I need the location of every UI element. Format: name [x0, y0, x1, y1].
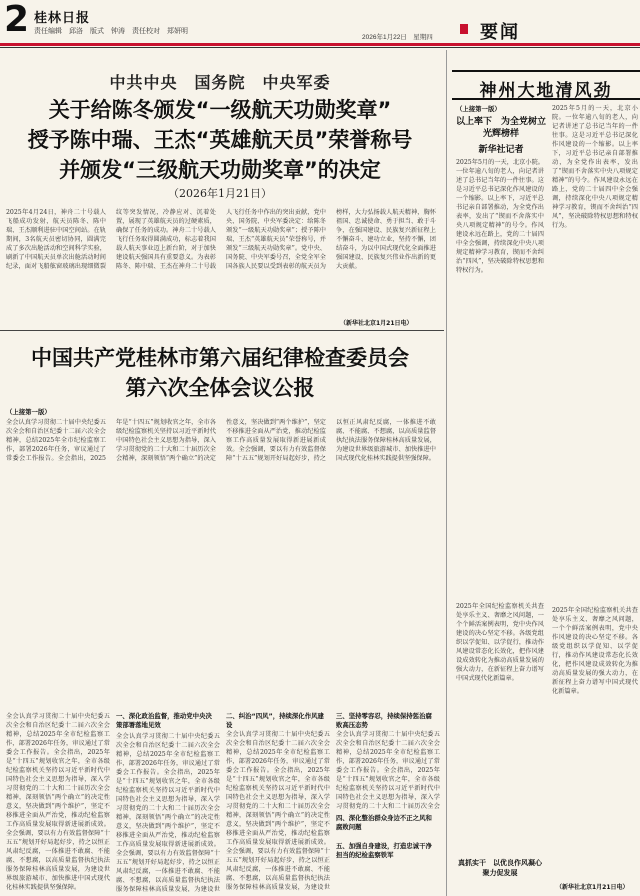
- story1-headline-1: 关于给陈冬颁发“一级航天功勋奖章”: [48, 98, 392, 122]
- story2-body-col4: 全会认真学习贯彻二十届中央纪委五次全会和自治区纪委十二届六次全会精神，总结2025年全市纪检监察工作，部署2026年任务，审议通过了常委会工作报告。全会指出，2025年是“十四五”规划收官之年，全市各级纪检监察机关坚持以习近平新时代中国特色社会主义思想为指导，深入学习贯彻党的二十大和二十届历次全会: [336, 731, 440, 810]
- story2-subhead-1: 一、深化政治监督，推动党中央决策部署落地见效: [116, 712, 212, 729]
- masthead-rule-red: [0, 43, 640, 46]
- story3-subtitle: 以上率下 为全党树立光辉榜样: [456, 117, 547, 139]
- column-separator: [446, 50, 447, 896]
- story2-subhead-4: 四、深化整治群众身边不正之风和腐败问题: [336, 814, 432, 831]
- story2-headline-1: 中国共产党桂林市第六届纪律检查委员会: [31, 345, 409, 370]
- story3-subhead: 真抓实干 以优良作风凝心聚力促发展: [458, 858, 542, 877]
- story3-body-col1: 2025年5月的一天，北京小院。一位年逾八旬的老人，向记者讲述了总书记当年的一件往事。这是习近平总书记深化作风建设的一个缩影。以上率下，习近平总书记亲自部署推动，为全党作出表率，发出了“锲而不舍落实中央八项规定精神”的号令。作风建设永远在路上，党的二十届四中全会强调，持续深化中央八项规定精神学习教育，锲而不舍纠治“四风”，坚决破除特权思想和特权行为。: [456, 159, 544, 274]
- story2-body-col3: 全会认真学习贯彻二十届中央纪委五次全会和自治区纪委十二届六次全会精神，总结2025年全市纪检监察工作，部署2026年任务，审议通过了常委会工作报告。全会指出，2025年是“十四五”规划收官之年，全市各级纪检监察机关坚持以习近平新时代中国特色社会主义思想为指导，深入学习贯彻党的二十大和二十届历次全会精神，深刻领悟“两个确立”的决定性意义，坚决做到“两个维护”，坚定不移推进全面从严治党，推动纪检监察工作高质量发展取得新进展新成效。全会强调，要以有力有效监督保障“十五五”规划开好局起好步，持之以恒正风肃纪反腐，一体推进不敢腐、不能腐、不想腐，以高质量监督执纪执法服务保障桂林高质量发展，为建设世: [226, 731, 330, 891]
- story3-title-box: [452, 70, 640, 100]
- story3-credit: （新华社北京1月21日电）: [556, 884, 629, 891]
- story2-headline-2: 第六次全体会议公报: [125, 375, 315, 400]
- story1-date: （2026年1月21日）: [168, 187, 272, 200]
- story3-body-col3: 2025年全国纪检监察机关共查处享乐主义、奢靡之风问题，一个个鲜活案例表明，党中央作风建设的决心坚定不移。各级党组织以学促知、以学促行，推动作风建设常态化长效化，把作风建设成效转化为推动高质量发展的强大动力，在新征程上奋力谱写中国式现代化新篇章。: [456, 603, 544, 682]
- story1-kicker: 中共中央 国务院 中央军委: [109, 73, 331, 92]
- story1-headline-2: 授予陈中瑞、王杰“英雄航天员”荣誉称号: [27, 128, 413, 152]
- masthead: [0, 0, 640, 46]
- story2-subhead-5: 五、加强自身建设，打造忠诚干净担当的纪检监察铁军: [336, 842, 432, 859]
- story3-body-col4: 2025年全国纪检监察机关共查处享乐主义、奢靡之风问题，一个个鲜活案例表明，党中央作风建设的决心坚定不移。各级党组织以学促知、以学促行，推动作风建设常态化长效化，把作风建设成效转化为推动高质量发展的强大动力，在新征程上奋力谱写中国式现代化新篇章。: [552, 607, 638, 695]
- story2-body: 全会认真学习贯彻二十届中央纪委五次全会和自治区纪委十二届六次全会精神，总结2025年全市纪检监察工作，部署2026年任务，审议通过了常委会工作报告。全会指出，2025年是“十四五”规划收官之年，全市各级纪检监察机关坚持以习近平新时代中国特色社会主义思想为指导，深入学习贯彻党的二十大和二十届历次全会精神，深刻领悟“两个确立”的决定性意义，坚决做到“两个维护”，坚定不移推进全面从严治党，推动纪检监察工作高质量发展取得新进展新成效。全会强调，要以有力有效监督保障“十五五”规划开好局起好步，持之以恒正风肃纪反腐，一体推进不敢腐、不能腐、不想腐，以高质量监督执纪执法服务保障桂林高质量发展，为建设世界级旅游城市、加快推进中国式现代化桂林实践提供坚强保障。: [6, 419, 436, 462]
- story2-body-col1: 全会认真学习贯彻二十届中央纪委五次全会和自治区纪委十二届六次全会精神，总结2025年全市纪检监察工作，部署2026年任务，审议通过了常委会工作报告。全会指出，2025年是“十四五”规划收官之年，全市各级纪检监察机关坚持以习近平新时代中国特色社会主义思想为指导，深入学习贯彻党的二十大和二十届历次全会精神，深刻领悟“两个确立”的决定性意义，坚决做到“两个维护”，坚定不移推进全面从严治党，推动纪检监察工作高质量发展取得新进展新成效。全会强调，要以有力有效监督保障“十五五”规划开好局起好步，持之以恒正风肃纪反腐，一体推进不敢腐、不能腐、不想腐，以高质量监督执纪执法服务保障桂林高质量发展，为建设世界级旅游城市、加快推进中国式现代化桂林实践提供坚强保障。: [6, 713, 110, 891]
- section-header: [460, 16, 640, 43]
- story2-lead: （上接第一版）: [6, 408, 51, 416]
- section-marker: [460, 24, 468, 34]
- story1-body: 2025年4月24日，神舟二十号载人飞船成功发射，航天员陈冬、陈中瑞、王杰顺利进驻中国空间站。在轨期间，3名航天员密切协同，圆满完成了多次出舱活动和空间科学实验，刷新了中国航天员单次出舱活动时间纪录，面对飞船舷窗玻璃出现细微裂纹等突发情况，冷静应对、沉着处置，展现了英雄航天员的过硬素质，确保了任务的成功。神舟二十号载人飞行任务取得圆满成功，标志着我国载人航天事业迈上新台阶，对于加快建设航天强国具有重要意义。为表彰陈冬、陈中瑞、王杰在神舟二十号载人飞行任务中作出的突出贡献，党中央、国务院、中央军委决定：给陈冬颁发“一级航天功勋奖章”；授予陈中瑞、王杰“英雄航天员”荣誉称号，并颁发“三级航天功勋奖章”。党中央、国务院、中央军委号召，全党全军全国各族人民要以受到表彰的航天员为榜样，大力弘扬载人航天精神，胸怀祖国、忠诚使命、勇于担当、敢于斗争，在强国建设、民族复兴新征程上不懈奋斗、建功立业，坚持不懈，团结奋斗，为以中国式现代化全面推进强国建设、民族复兴伟业作出新的更大贡献。: [6, 209, 436, 270]
- story3-source: （上接第一版）: [456, 105, 501, 113]
- paper-name: 桂林日报: [34, 11, 91, 26]
- story3-title: 神州大地清风劲: [479, 81, 613, 101]
- story3-body-col2: 2025年5月的一天，北京小院。一位年逾八旬的老人，向记者讲述了总书记当年的一件往事。这是习近平总书记深化作风建设的一个缩影。以上率下，习近平总书记亲自部署推动，为全党作出表率，发出了“锲而不舍落实中央八项规定精神”的号令。作风建设永远在路上，党的二十届四中全会强调，持续深化中央八项规定精神学习教育，锲而不舍纠治“四风”，坚决破除特权思想和特权行为。: [552, 105, 638, 229]
- story2-body-col2: 全会认真学习贯彻二十届中央纪委五次全会和自治区纪委十二届六次全会精神，总结2025年全市纪检监察工作，部署2026年任务，审议通过了常委会工作报告。全会指出，2025年是“十四五”规划收官之年，全市各级纪检监察机关坚持以习近平新时代中国特色社会主义思想为指导，深入学习贯彻党的二十大和二十届历次全会精神，深刻领悟“两个确立”的决定性意义，坚决做到“两个维护”，坚定不移推进全面从严治党，推动纪检监察工作高质量发展取得新进展新成效。全会强调，要以有力有效监督保障“十五五”规划开好局起好步，持之以恒正风肃纪反腐，一体推进不敢腐、不能腐、不想腐，以高质量监督执纪执法服务保障桂林高质量发展，为建设世: [116, 733, 220, 892]
- page-number: 2: [4, 0, 30, 40]
- story1-credit: （新华社北京1月21日电）: [340, 320, 413, 327]
- masthead-rule-thin: [0, 47, 640, 48]
- section-title: 要闻: [480, 22, 520, 43]
- story3-author: 新华社记者: [478, 145, 524, 155]
- divider-story1: [0, 330, 444, 331]
- staff-line: 责任编辑 邱洛 版式 钟涛 责任校对 郑妍明: [34, 28, 188, 35]
- story2-subhead-2: 二、纠治“四风”，持续深化作风建设: [226, 712, 324, 729]
- date-line: 2026年1月22日 星期四: [362, 34, 433, 41]
- story2-subhead-3: 三、坚持零容忍，持续保持惩治腐败高压态势: [336, 712, 432, 729]
- story1-headline-3: 并颁发“三级航天功勋奖章”的决定: [59, 158, 381, 182]
